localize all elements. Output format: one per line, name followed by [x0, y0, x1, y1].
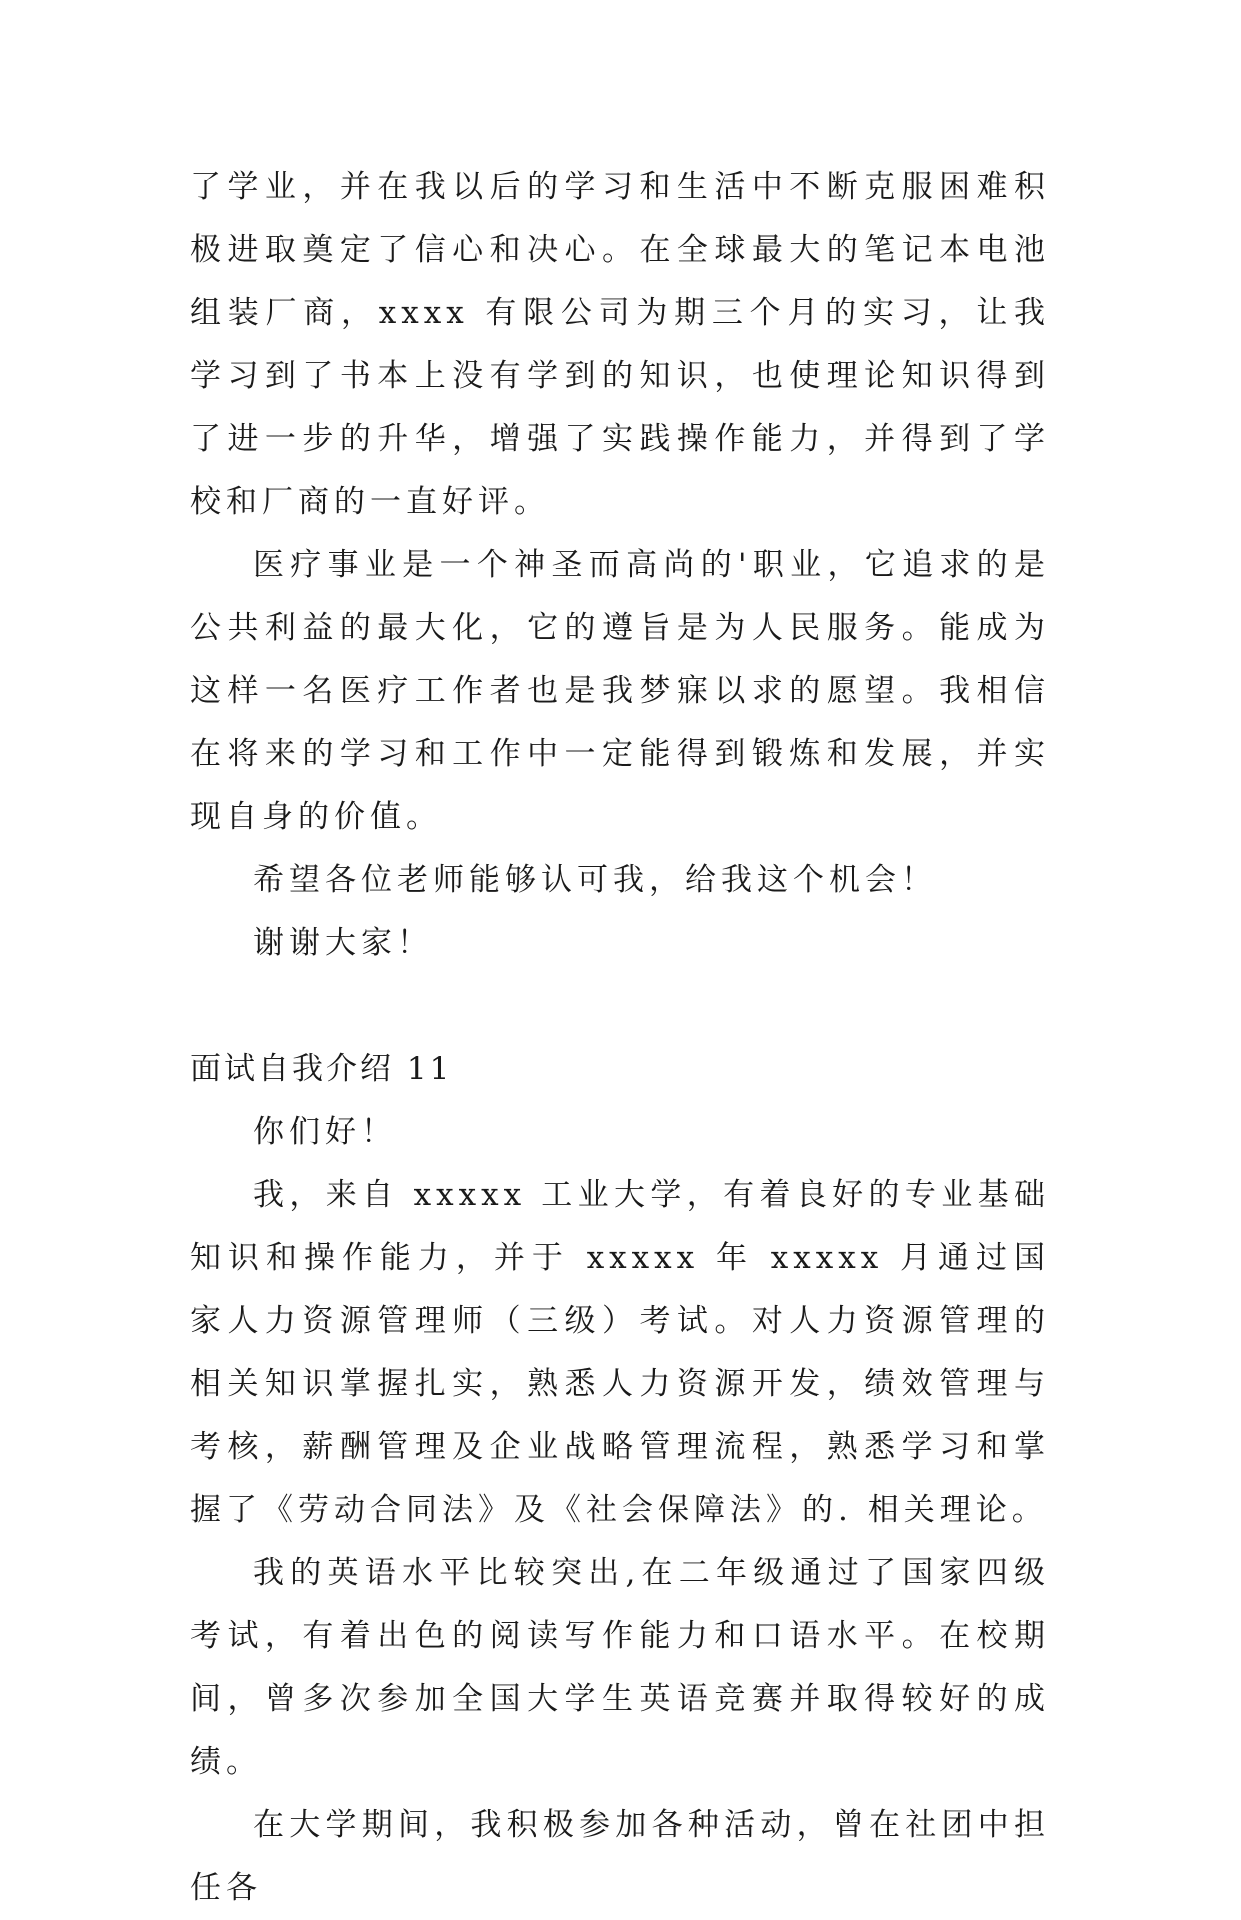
section-title: 面试自我介绍 11 — [190, 1051, 453, 1087]
activities-paragraph: 在大学期间，我积极参加各种活动，曾在社团中担任各 — [190, 1807, 1050, 1906]
document-body — [190, 156, 1050, 1920]
english-paragraph: 我的英语水平比较突出,在二年级通过了国家四级考试，有着出色的阅读写作能力和口语水平。在校期间，曾多次参加全国大学生英语竞赛并取得较好的成绩。 — [190, 1555, 1050, 1780]
greeting-paragraph: 你们好！ — [253, 1114, 397, 1150]
thanks-paragraph: 谢谢大家！ — [253, 925, 433, 961]
continuation-paragraph: 了学业，并在我以后的学习和生活中不断克服困难积极进取奠定了信心和决心。在全球最大的笔记本电池组装厂商，xxxx 有限公司为期三个月的实习，让我学习到了书本上没有学到的知识，也使理论知识得到了进一步的升华，增强了实践操作能力，并得到了学校和厂商的一直好评。 — [190, 169, 1050, 520]
section-gap — [190, 975, 1050, 1038]
medical-career-paragraph: 医疗事业是一个神圣而高尚的'职业，它追求的是公共利益的最大化，它的遵旨是为人民服务。能成为这样一名医疗工作者也是我梦寐以求的愿望。我相信在将来的学习和工作中一定能得到锻炼和发展，并实现自身的价值。 — [190, 547, 1050, 835]
hope-paragraph: 希望各位老师能够认可我，给我这个机会！ — [253, 862, 937, 898]
intro-paragraph: 我，来自 xxxxx 工业大学，有着良好的专业基础知识和操作能力，并于 xxxxx 年 xxxxx 月通过国家人力资源管理师（三级）考试。对人力资源管理的相关知识掌握扎实，熟悉人力资源开发，绩效管理与考核，薪酬管理及企业战略管理流程，熟悉学习和掌握了《劳动合同法》及《社会保障法》的. 相关理论。 — [190, 1177, 1050, 1528]
